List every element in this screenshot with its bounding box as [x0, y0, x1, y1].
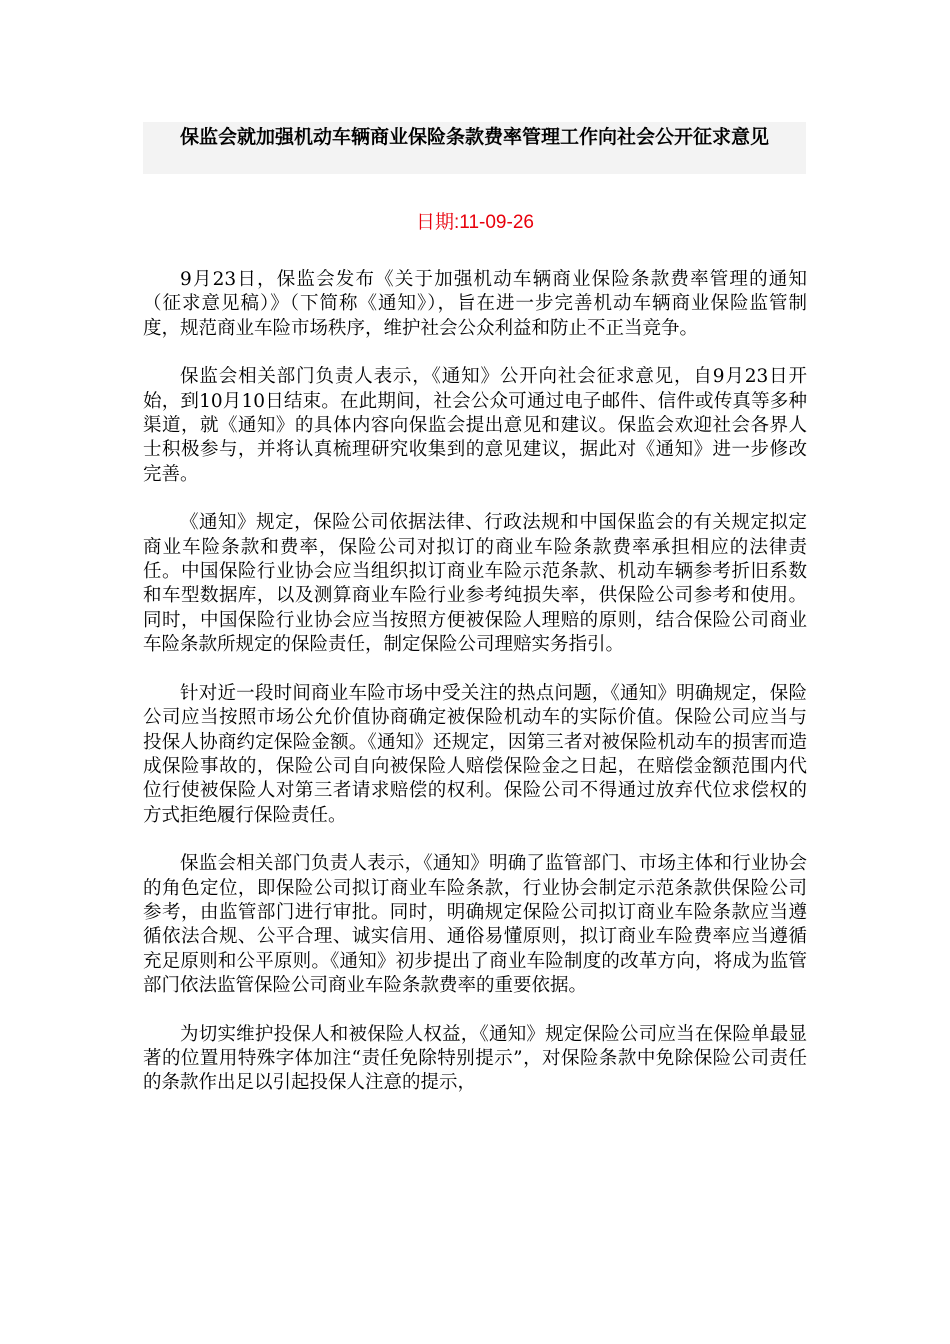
article-paragraph-5: 保监会相关部门负责人表示，《通知》明确了监管部门、市场主体和行业协会的角色定位，即保险公司拟订商业车险条款，行业协会制定示范条款供保险公司参考，由监管部门进行审批。同时，明确规定保险公司拟订商业车险条款应当遵循依法合规、公平合理、诚实信用、通俗易懂原则，拟订商业车险费率应当遵循充足原则和公平原则。《通知》初步提出了商业车险制度的改革方向，将成为监管部门依法监管保险公司商业车险条款费率的重要依据。: [143, 853, 807, 997]
title-block: [143, 122, 806, 174]
article-paragraph-6: 为切实维护投保人和被保险人权益，《通知》规定保险公司应当在保险单最显著的位置用特殊字体加注“责任免除特别提示”，对保险条款中免除保险公司责任的条款作出足以引起投保人注意的提示，: [143, 1023, 807, 1094]
article-date: 日期:11-09-26: [416, 212, 534, 233]
article-paragraph-1: 9月23日，保监会发布《关于加强机动车辆商业保险条款费率管理的通知（征求意见稿）》（下简称《通知》），旨在进一步完善机动车辆商业保险监管制度，规范商业车险市场秩序，维护社会公众利益和防止不正当竞争。: [143, 269, 807, 339]
article-title: 保监会就加强机动车辆商业保险条款费率管理工作向社会公开征求意见: [179, 126, 769, 148]
article-paragraph-3: 《通知》规定，保险公司依据法律、行政法规和中国保监会的有关规定拟定商业车险条款和费率，保险公司对拟订的商业车险条款费率承担相应的法律责任。中国保险行业协会应当组织拟订商业车险示范条款、机动车辆参考折旧系数和车型数据库，以及测算商业车险行业参考纯损失率，供保险公司参考和使用。同时，中国保险行业协会应当按照方便被保险人理赔的原则，结合保险公司商业车险条款所规定的保险责任，制定保险公司理赔实务指引。: [143, 512, 807, 656]
article-paragraph-4: 针对近一段时间商业车险市场中受关注的热点问题，《通知》明确规定，保险公司应当按照市场公允价值协商确定被保险机动车的实际价值。保险公司应当与投保人协商约定保险金额。《通知》还规定，因第三者对被保险机动车的损害而造成保险事故的，保险公司自向被保险人赔偿保险金之日起，在赔偿金额范围内代位行使被保险人对第三者请求赔偿的权利。保险公司不得通过放弃代位求偿权的方式拒绝履行保险责任。: [143, 682, 807, 826]
article-body: [143, 268, 807, 1120]
article-paragraph-2: 保监会相关部门负责人表示，《通知》公开向社会征求意见，自9月23日开始，到10月10日结束。在此期间，社会公众可通过电子邮件、信件或传真等多种渠道，就《通知》的具体内容向保监会提出意见和建议。保监会欢迎社会各界人士积极参与，并将认真梳理研究收集到的意见建议，据此对《通知》进一步修改完善。: [143, 366, 807, 485]
